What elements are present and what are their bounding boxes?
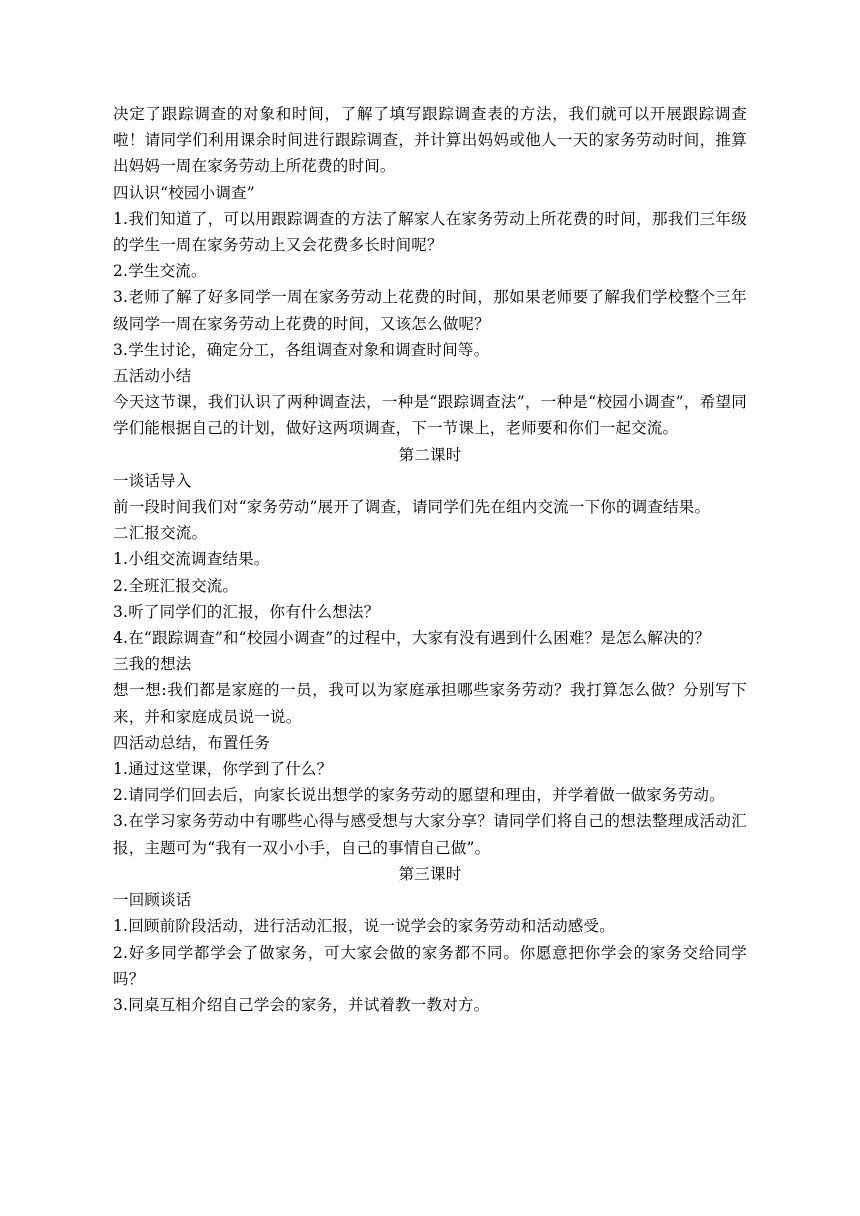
section-heading: 四认识“校园小调查” [113,183,255,202]
section-heading: 三我的想法 [113,655,192,674]
paragraph: 1.回顾前阶段活动，进行活动汇报，说一说学会的家务劳动和活动感受。 [113,917,615,936]
paragraph: 2.好多同学都学会了做家务，可大家会做的家务都不同。你愿意把你学会的家务交给同学吗？ [113,943,747,988]
paragraph: 3.在学习家务劳动中有哪些心得与感受想与大家分享？请同学们将自己的想法整理成活动汇报，主题可为“我有一双小小手，自己的事情自己做”。 [113,812,747,857]
paragraph: 想一想:我们都是家庭的一员，我可以为家庭承担哪些家务劳动？我打算怎么做？分别写下来，并和家庭成员说一说。 [113,681,747,726]
paragraph: 今天这节课，我们认识了两种调查法，一种是“跟踪调查法”，一种是“校园小调查”，希望同学们能根据自己的计划，做好这两项调查，下一节课上，老师要和你们一起交流。 [113,393,747,438]
section-heading: 二汇报交流。 [113,524,208,543]
lesson-title: 第三课时 [398,864,462,883]
paragraph: 1.通过这堂课，你学到了什么？ [113,760,333,779]
section-heading: 一谈话导入 [113,471,192,490]
paragraph: 3.同桌互相介绍自己学会的家务，并试着教一教对方。 [113,995,490,1014]
paragraph: 3.学生讨论，确定分工，各组调查对象和调查时间等。 [113,340,490,359]
paragraph: 2.学生交流。 [113,262,207,281]
section-heading: 一回顾谈话 [113,891,192,910]
paragraph: 3.听了同学们的汇报，你有什么想法？ [113,602,380,621]
document-page [113,101,747,1018]
paragraph: 1.小组交流调查结果。 [113,550,270,569]
section-heading: 四活动总结，布置任务 [113,733,271,752]
lesson-title: 第二课时 [398,445,462,464]
section-heading: 五活动小结 [113,367,192,386]
paragraph: 2.请同学们回去后，向家长说出想学的家务劳动的愿望和理由，并学着做一做家务劳动。 [113,786,725,805]
paragraph: 决定了跟踪调查的对象和时间，了解了填写跟踪调查表的方法，我们就可以开展跟踪调查啦！请同学们利用课余时间进行跟踪调查，并计算出妈妈或他人一天的家务劳动时间，推算出妈妈一周在家务劳动上所花费的时间。 [113,105,747,176]
paragraph: 4.在“跟踪调查”和“校园小调查”的过程中，大家有没有遇到什么困难？是怎么解决的？ [113,629,711,648]
paragraph: 3.老师了解了好多同学一周在家务劳动上花费的时间，那如果老师要了解我们学校整个三年级同学一周在家务劳动上花费的时间，又该怎么做呢？ [113,288,747,333]
paragraph: 前一段时间我们对“家务劳动”展开了调查，请同学们先在组内交流一下你的调查结果。 [113,498,711,517]
paragraph: 1.我们知道了，可以用跟踪调查的方法了解家人在家务劳动上所花费的时间，那我们三年级的学生一周在家务劳动上又会花费多长时间呢？ [113,209,747,255]
paragraph: 2.全班汇报交流。 [113,576,239,595]
